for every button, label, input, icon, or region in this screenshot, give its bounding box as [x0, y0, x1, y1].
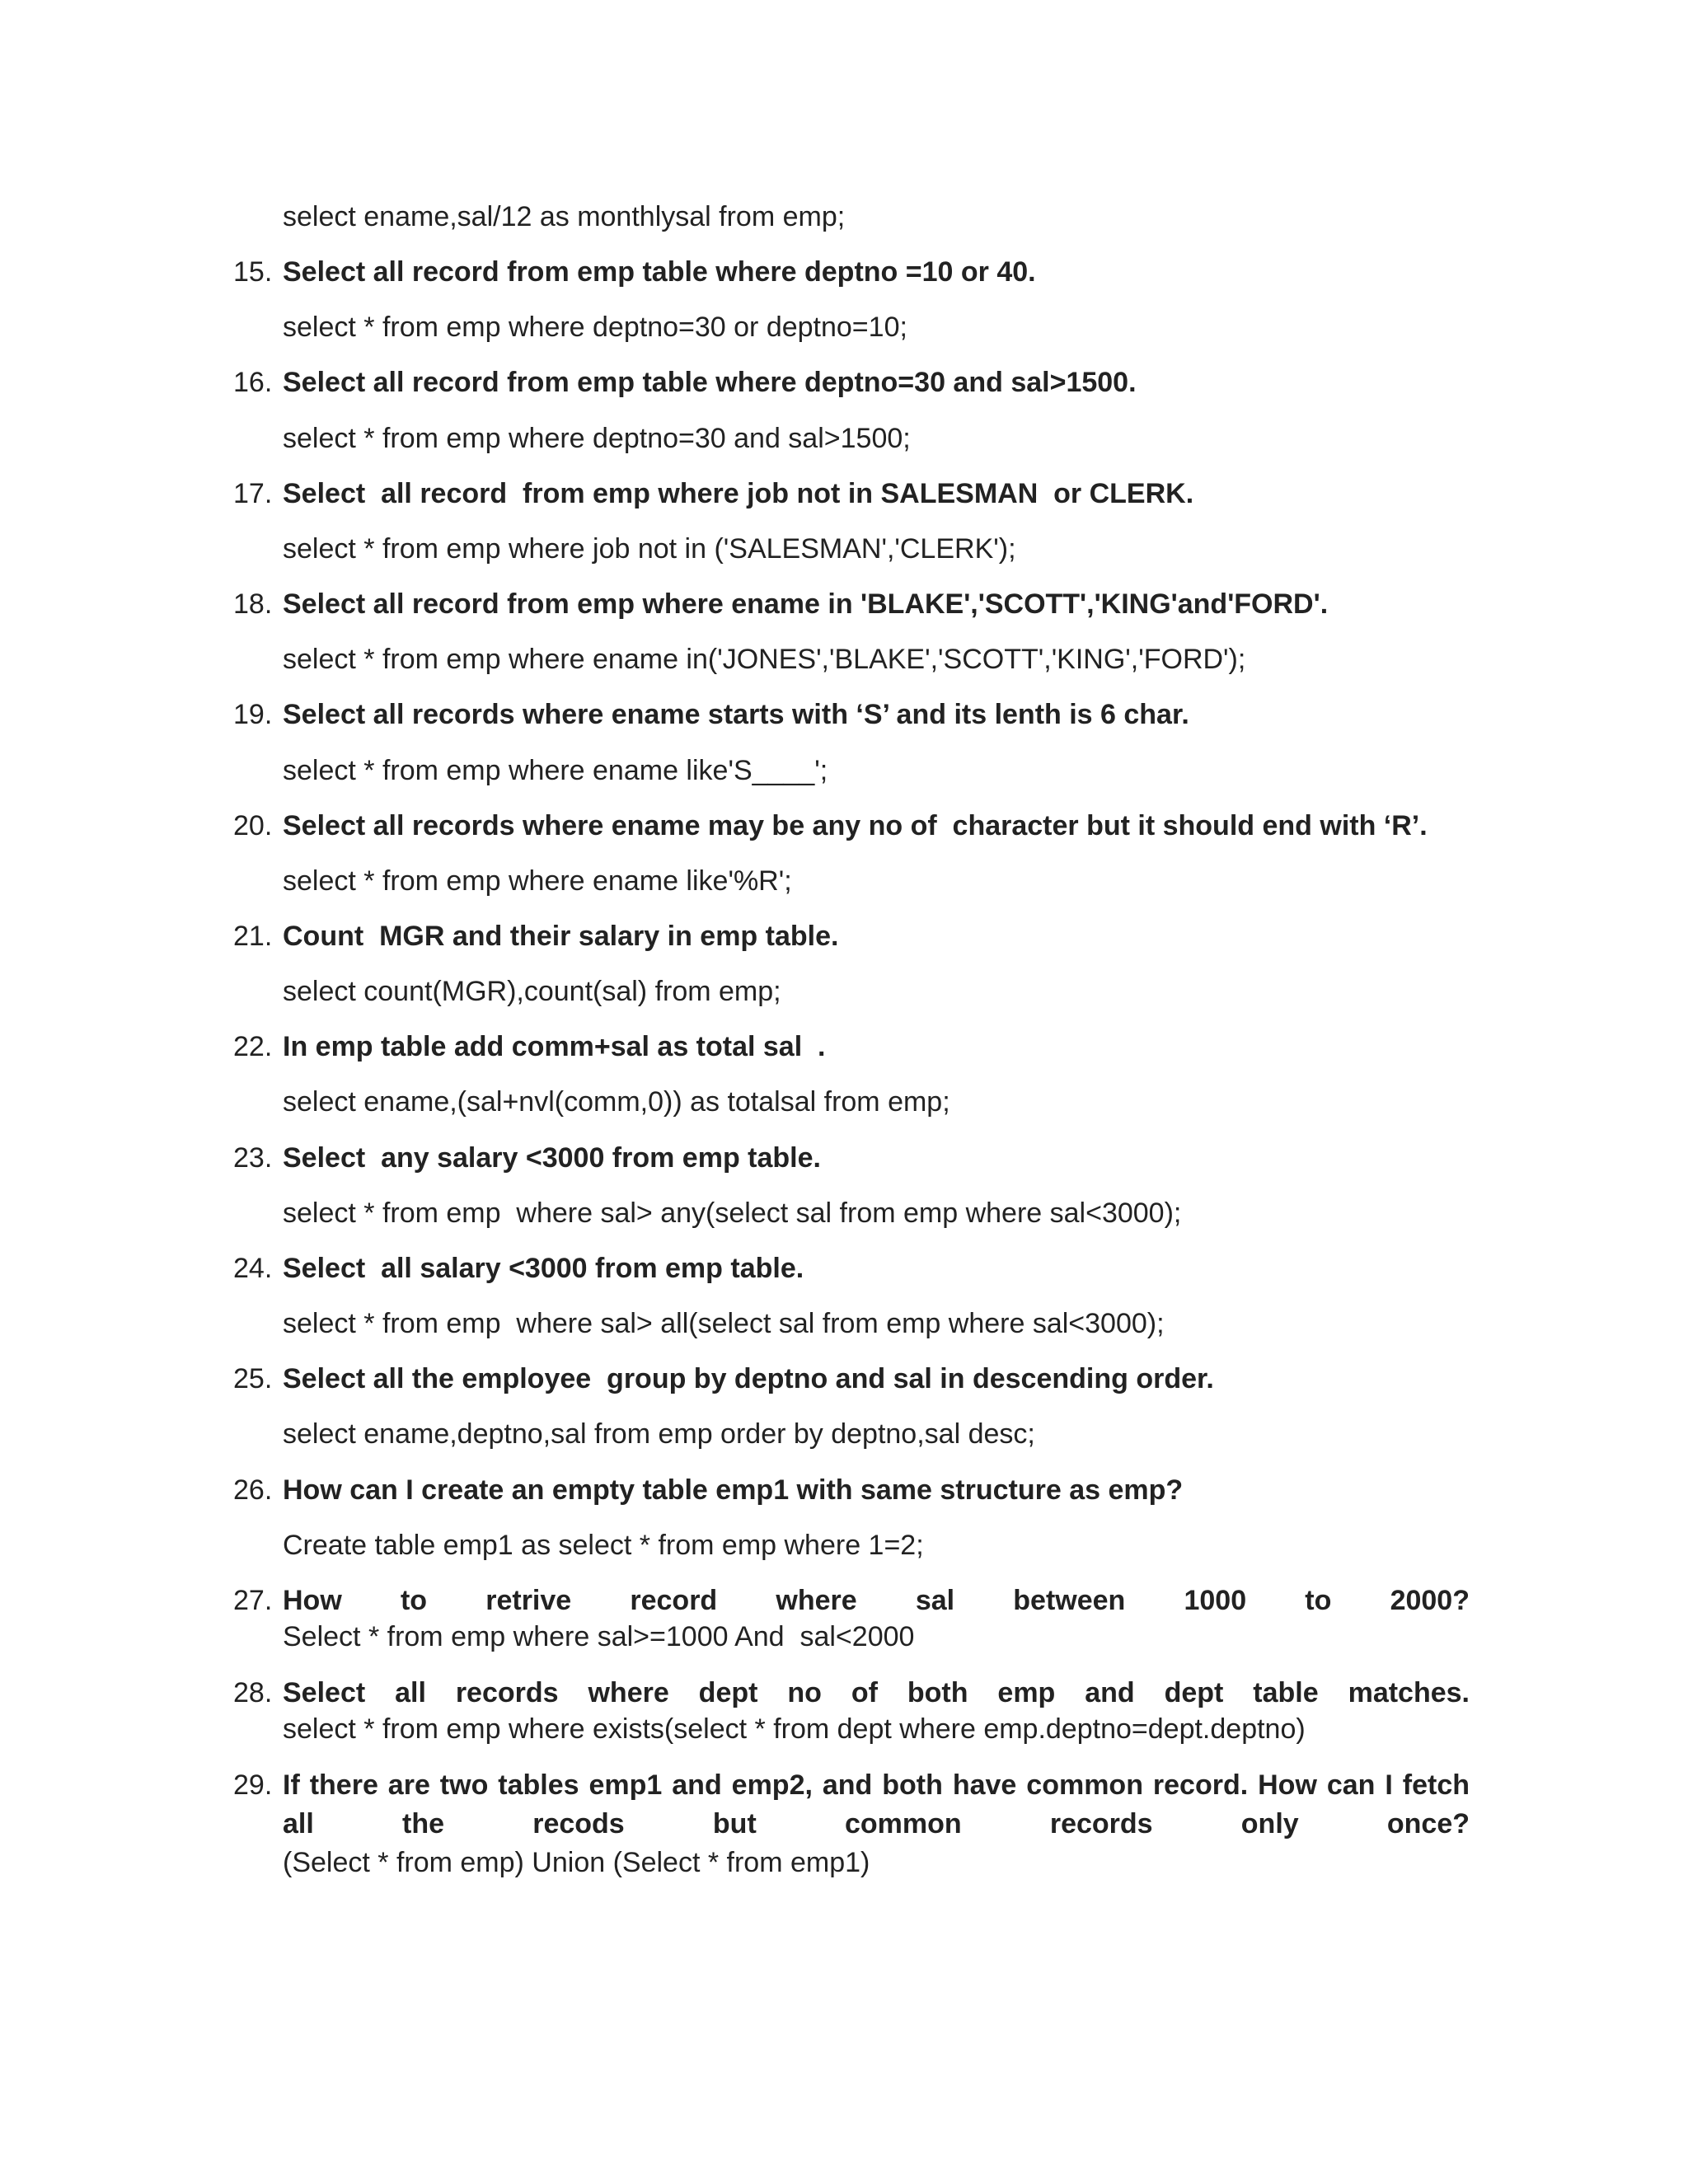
question-16: Select all record from emp table where deptno=30 and sal>1500.: [283, 367, 1137, 398]
question-20: Select all records where ename may be any no of character but it should end with ‘R’.: [283, 810, 1428, 841]
question-23: Select any salary <3000 from emp table.: [283, 1142, 821, 1174]
answer-28: select * from emp where exists(select * from dept where emp.deptno=dept.deptno): [283, 1713, 1306, 1745]
item-number-17: 17.: [233, 478, 273, 509]
item-number-28: 28.: [233, 1677, 273, 1708]
item-number-26: 26.: [233, 1474, 273, 1506]
item-number-19: 19.: [233, 699, 273, 730]
answer-24: select * from emp where sal> all(select sal from emp where sal<3000);: [283, 1308, 1165, 1339]
item-number-29: 29.: [233, 1769, 273, 1801]
answer-26: Create table emp1 as select * from emp where 1=2;: [283, 1530, 924, 1561]
answer-25: select ename,deptno,sal from emp order by deptno,sal desc;: [283, 1418, 1035, 1450]
question-26: How can I create an empty table emp1 with same structure as emp?: [283, 1474, 1184, 1506]
answer-15: select * from emp where deptno=30 or deptno=10;: [283, 312, 907, 343]
answer-17: select * from emp where job not in ('SALESMAN','CLERK');: [283, 533, 1016, 565]
answer-20: select * from emp where ename like'%R';: [283, 865, 792, 897]
question-19: Select all records where ename starts with ‘S’ and its lenth is 6 char.: [283, 699, 1189, 730]
item-number-27: 27.: [233, 1585, 273, 1616]
answer-19: select * from emp where ename like'S____';: [283, 755, 828, 786]
answer-27: Select * from emp where sal>=1000 And sal<2000: [283, 1621, 915, 1652]
item-number-21: 21.: [233, 921, 273, 952]
item-number-25: 25.: [233, 1363, 273, 1394]
answer-18: select * from emp where ename in('JONES','BLAKE','SCOTT','KING','FORD');: [283, 644, 1246, 675]
answer-16: select * from emp where deptno=30 and sal>1500;: [283, 423, 911, 454]
answer-21: select count(MGR),count(sal) from emp;: [283, 976, 781, 1007]
answer-23: select * from emp where sal> any(select sal from emp where sal<3000);: [283, 1197, 1182, 1229]
question-17: Select all record from emp where job not in SALESMAN or CLERK.: [283, 478, 1194, 509]
item-number-18: 18.: [233, 588, 273, 620]
answer-22: select ename,(sal+nvl(comm,0)) as totalsal from emp;: [283, 1086, 950, 1118]
question-22: In emp table add comm+sal as total sal .: [283, 1031, 826, 1062]
item-number-16: 16.: [233, 367, 273, 398]
item-number-24: 24.: [233, 1253, 273, 1284]
question-29-line-1: If there are two tables emp1 and emp2, and both have common record. How can I fetch: [283, 1769, 1470, 1801]
question-29-line-2: all the recods but common records only once?: [283, 1808, 1470, 1840]
item-number-20: 20.: [233, 810, 273, 841]
question-21: Count MGR and their salary in emp table.: [283, 921, 839, 952]
answer-29: (Select * from emp) Union (Select * from emp1): [283, 1847, 870, 1878]
item-number-15: 15.: [233, 256, 273, 288]
question-18: Select all record from emp where ename in 'BLAKE','SCOTT','KING'and'FORD'.: [283, 588, 1329, 620]
question-15: Select all record from emp table where deptno =10 or 40.: [283, 256, 1036, 288]
question-25: Select all the employee group by deptno and sal in descending order.: [283, 1363, 1214, 1394]
question-27: How to retrive record where sal between 1000 to 2000?: [283, 1585, 1470, 1616]
item-number-22: 22.: [233, 1031, 273, 1062]
question-24: Select all salary <3000 from emp table.: [283, 1253, 804, 1284]
answer-14: select ename,sal/12 as monthlysal from emp;: [283, 201, 846, 232]
item-number-23: 23.: [233, 1142, 273, 1174]
question-28: Select all records where dept no of both emp and dept table matches.: [283, 1677, 1470, 1708]
